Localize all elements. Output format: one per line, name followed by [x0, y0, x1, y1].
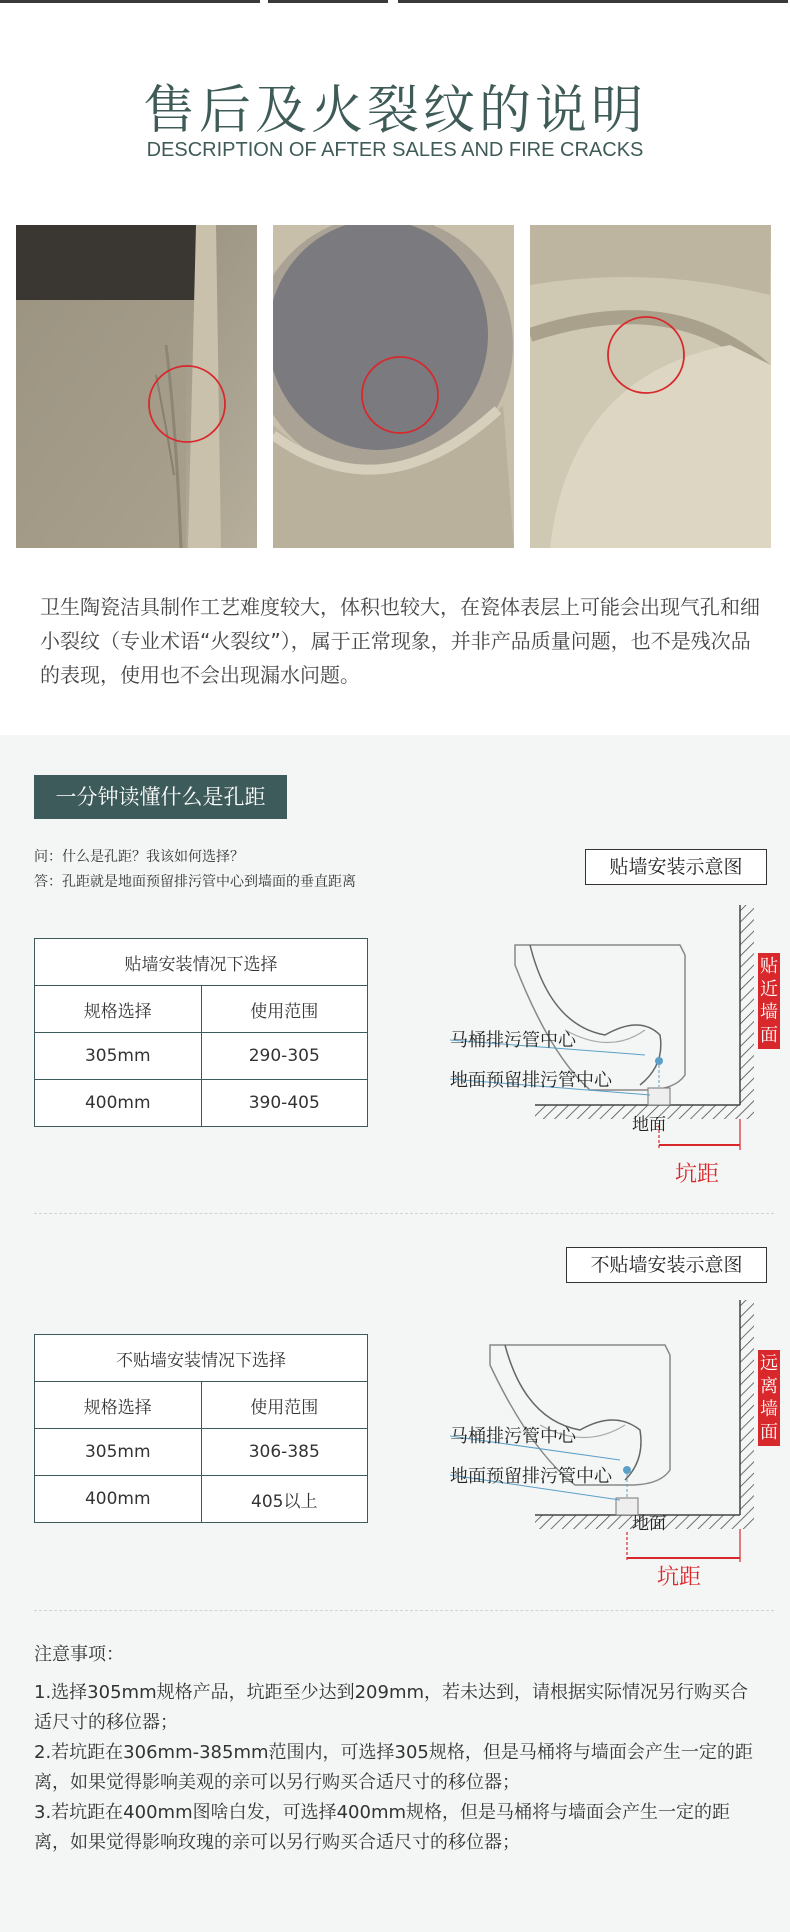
not-wall-mounted-table	[34, 1334, 368, 1523]
section-badge: 一分钟读懂什么是孔距	[34, 775, 287, 819]
table-header: 使用范围	[201, 986, 368, 1033]
table-caption: 贴墙安装情况下选择	[35, 939, 368, 986]
table-row	[35, 1033, 368, 1080]
notes-heading: 注意事项：	[34, 1644, 124, 1665]
wall-tag-far: 远离墙面	[760, 1353, 778, 1443]
table-cell: 400mm	[35, 1476, 202, 1523]
distance-label: 坑距	[675, 1162, 720, 1187]
floor-label: 地面	[632, 1514, 666, 1534]
table-header: 使用范围	[201, 1382, 368, 1429]
crack-photo-1	[16, 225, 257, 548]
table-cell: 400mm	[35, 1080, 202, 1127]
note-item: 1.选择305mm规格产品，坑距至少达到209mm，若未达到，请根据实际情况另行购买合适尺寸的移位器；	[34, 1682, 749, 1733]
note-item: 3.若坑距在400mm图啥白发，可选择400mm规格，但是马桶将与墙面会产生一定的距离，如果觉得影响玫瑰的亲可以另行购买合适尺寸的移位器；	[34, 1802, 731, 1853]
table-header-row	[35, 1382, 368, 1429]
wall-mounted-table	[34, 938, 368, 1127]
wall-diagram-title: 贴墙安装示意图	[585, 849, 767, 885]
divider	[34, 1213, 774, 1214]
table-cell: 290-305	[201, 1033, 368, 1080]
crack-photo-3	[530, 225, 771, 548]
table-cell: 305mm	[35, 1429, 202, 1476]
table-row	[35, 1429, 368, 1476]
floor-label: 地面	[632, 1115, 666, 1135]
floor-drain-center-label: 地面预留排污管中心	[450, 1466, 612, 1487]
table-header: 规格选择	[35, 986, 202, 1033]
hero-section	[0, 0, 790, 735]
page-title: 售后及火裂纹的说明	[142, 81, 647, 141]
table-cell: 306-385	[201, 1429, 368, 1476]
notes-section	[34, 1640, 764, 1858]
table-header-row	[35, 986, 368, 1033]
nonwall-diagram-title: 不贴墙安装示意图	[566, 1247, 767, 1283]
toilet-drain-center-label: 马桶排污管中心	[450, 1030, 576, 1051]
table-cell: 390-405	[201, 1080, 368, 1127]
qa-question: 问：什么是孔距？我该如何选择？	[34, 849, 244, 865]
table-caption: 不贴墙安装情况下选择	[35, 1335, 368, 1382]
note-item: 2.若坑距在306mm-385mm范围内，可选择305规格，但是马桶将与墙面会产生一定的距离，如果觉得影响美观的亲可以另行购买合适尺寸的移位器；	[34, 1742, 753, 1793]
table-row	[35, 1080, 368, 1127]
wall-tag-near: 贴近墙面	[760, 956, 778, 1046]
intro-paragraph: 卫生陶瓷洁具制作工艺难度较大，体积也较大，在瓷体表层上可能会出现气孔和细小裂纹（专业术语“火裂纹”），属于正常现象，并非产品质量问题，也不是残次品的表现，使用也不会出现漏水问题。	[40, 595, 760, 687]
table-header: 规格选择	[35, 1382, 202, 1429]
qa-answer: 答：孔距就是地面预留排污管中心到墙面的垂直距离	[34, 874, 356, 890]
crack-photo-2	[273, 225, 514, 548]
floor-drain-center-label: 地面预留排污管中心	[450, 1070, 612, 1091]
distance-label: 坑距	[657, 1565, 702, 1590]
table-row	[35, 1476, 368, 1523]
top-strip	[0, 0, 790, 3]
toilet-drain-center-label: 马桶排污管中心	[450, 1426, 576, 1447]
divider	[34, 1610, 774, 1611]
table-cell: 305mm	[35, 1033, 202, 1080]
page-subtitle: DESCRIPTION OF AFTER SALES AND FIRE CRACKS	[146, 139, 644, 161]
table-cell: 405以上	[201, 1476, 368, 1523]
